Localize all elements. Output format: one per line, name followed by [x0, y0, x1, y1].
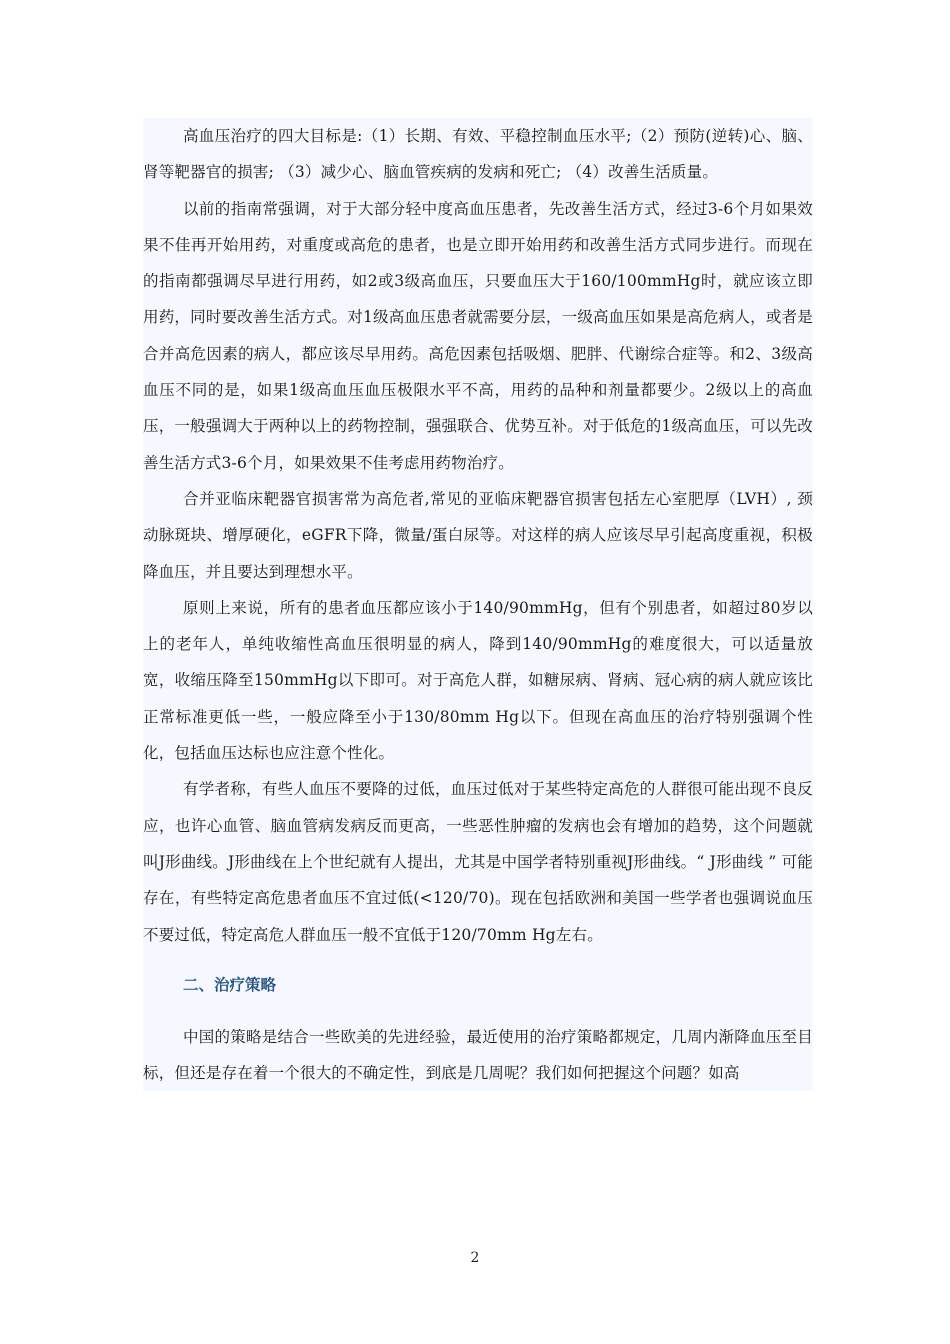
paragraph-j-curve: 有学者称，有些人血压不要降的过低，血压过低对于某些特定高危的人群很可能出现不良反应，也许心血管、脑血管病发病反而更高，一些恶性肿瘤的发病也会有增加的趋势，这个问题就叫J形曲线。J形曲线在上个世纪就有人提出，尤其是中国学者特别重视J形曲线。“ J形曲线 ” 可能存在，有些特定高危患者血压不宜过低(<120/70)。现在包括欧洲和美国一些学者也强调说血压不要过低，特定高危人群血压一般不宜低于120/70mm Hg左右。	[143, 780, 813, 944]
paragraph-guideline-changes: 以前的指南常强调，对于大部分轻中度高血压患者，先改善生活方式，经过3-6个月如果效果不佳再开始用药，对重度或高危的患者，也是立即开始用药和改善生活方式同步进行。而现在的指南都强调尽早进行用药，如2或3级高血压，只要血压大于160/100mmHg时，就应该立即用药，同时要改善生活方式。对1级高血压患者就需要分层，一级高血压如果是高危病人，或者是合并高危因素的病人，都应该尽早用药。高危因素包括吸烟、肥胖、代谢综合症等。和2、3级高血压不同的是，如果1级高血压血压极限水平不高，用药的品种和剂量都要少。2级以上的高血压，一般强调大于两种以上的药物控制，强强联合、优势互补。对于低危的1级高血压，可以先改善生活方式3-6个月，如果效果不佳考虑用药物治疗。	[143, 199, 813, 472]
paragraph-china-strategy: 中国的策略是结合一些欧美的先进经验，最近使用的治疗策略都规定，几周内渐降血压至目标，但还是存在着一个很大的不确定性，到底是几周呢？我们如何把握这个问题？如高	[143, 1027, 813, 1083]
paragraph-treatment-goals: 高血压治疗的四大目标是:（1）长期、有效、平稳控制血压水平;（2）预防(逆转)心、脑、肾等靶器官的损害; （3）减少心、脑血管疾病的发病和死亡; （4）改善生活质量。	[143, 127, 813, 182]
paragraph-bp-targets: 原则上来说，所有的患者血压都应该小于140/90mmHg，但有个别患者，如超过80岁以上的老年人，单纯收缩性高血压很明显的病人，降到140/90mmHg的难度很大，可以适量放宽，收缩压降至150mmHg以下即可。对于高危人群，如糖尿病、肾病、冠心病的病人就应该比正常标准更低一些，一般应降至小于130/80mm Hg以下。但现在高血压的治疗特别强调个性化，包括血压达标也应注意个性化。	[143, 598, 813, 763]
paragraph-subclinical-damage: 合并亚临床靶器官损害常为高危者,常见的亚临床靶器官损害包括左心室肥厚（LVH）, 颈动脉斑块、增厚硬化，eGFR下降，微量/蛋白尿等。对这样的病人应该尽早引起高度重视，积极降血压，并且要达到理想水平。	[143, 489, 813, 581]
section-heading-treatment-strategy: 二、治疗策略	[183, 975, 277, 994]
page-number: 2	[470, 1250, 480, 1266]
document-body	[143, 118, 813, 1091]
